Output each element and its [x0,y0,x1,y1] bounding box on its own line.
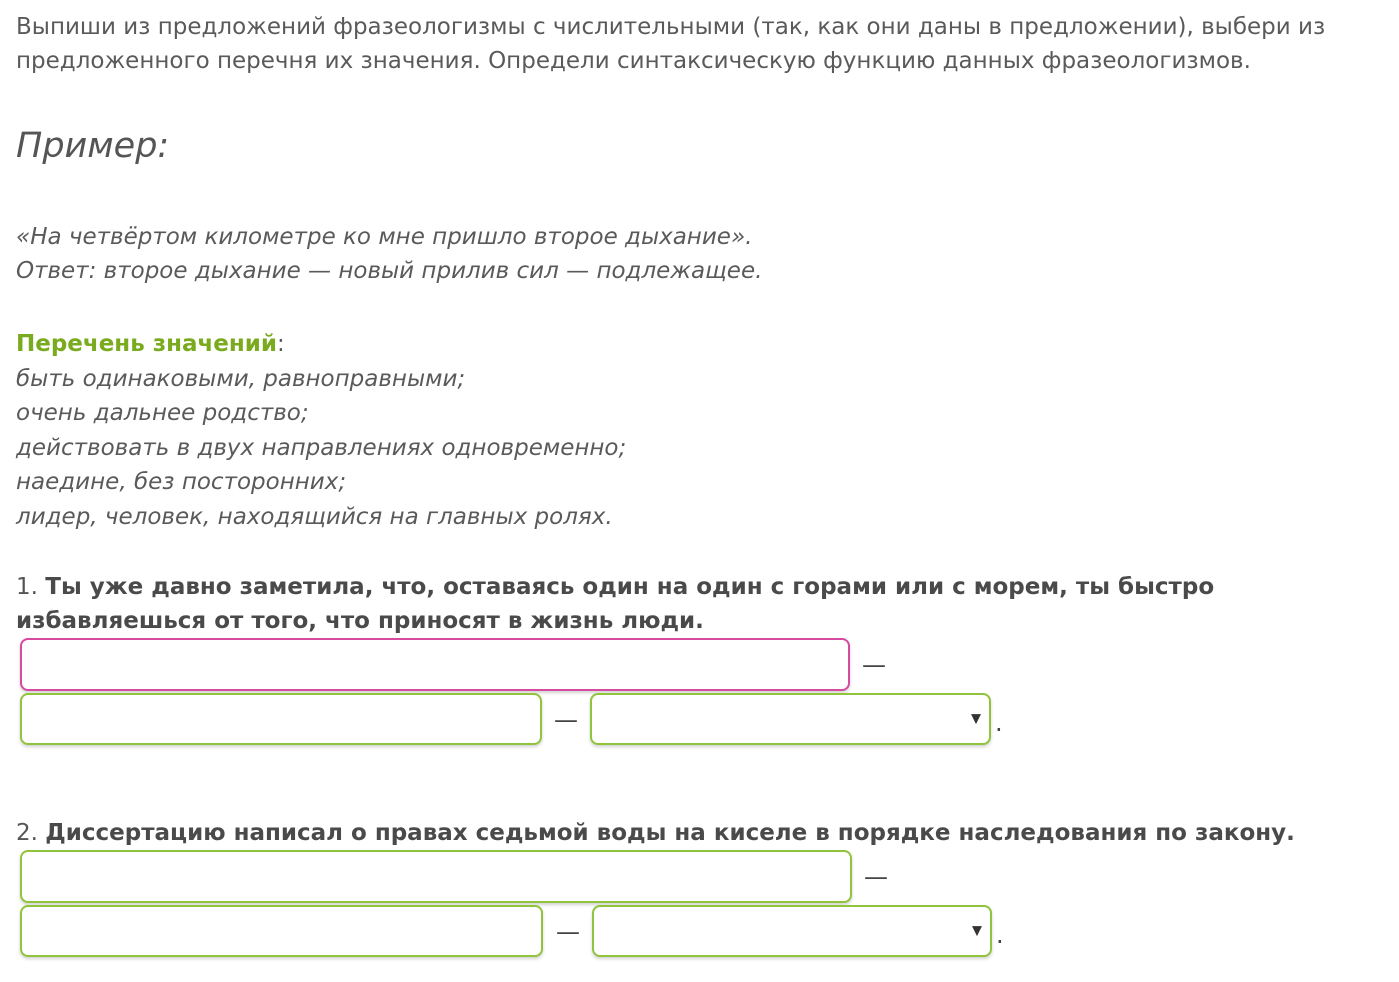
question-2 [16,816,1391,850]
chevron-down-icon: ▼ [971,711,981,727]
question-2-meaning-input[interactable] [20,905,543,957]
meaning-item: действовать в двух направлениях одновременно; [16,435,627,461]
meaning-item: наедине, без посторонних; [16,469,347,495]
meaning-item: лидер, человек, находящийся на главных ролях. [16,504,613,530]
question-1-text: Ты уже давно заметила, что, оставаясь один на один с горами или с морем, ты быстро избавляешься от того, что приносят в жизнь люди. [16,574,1215,634]
dash-separator: — [554,706,578,734]
question-2-number: 2. [16,820,38,846]
meaning-item: очень дальнее родство; [16,400,309,426]
meanings-title [16,327,285,361]
period: . [996,921,1004,949]
question-1-phrase-input[interactable] [20,638,850,691]
meanings-title-label: Перечень значений [16,331,278,357]
example-heading: Пример: [16,126,170,166]
period: . [995,709,1003,737]
question-1-function-select[interactable] [590,693,991,745]
question-1-number: 1. [16,574,38,600]
question-1-meaning-input[interactable] [20,693,542,745]
question-2-phrase-input[interactable] [20,850,852,903]
meanings-title-colon: : [277,331,285,357]
example-sentence: «На четвёртом километре ко мне пришло второе дыхание». [16,224,753,250]
dash-separator: — [864,863,888,891]
question-2-text: Диссертацию написал о правах седьмой воды на киселе в порядке наследования по закону. [45,820,1295,846]
question-2-function-select[interactable] [592,905,992,957]
example-answer: Ответ: второе дыхание — новый прилив сил — подлежащее. [16,258,763,284]
dash-separator: — [556,918,580,946]
chevron-down-icon: ▼ [972,923,982,939]
question-1 [16,570,1391,638]
meaning-item: быть одинаковыми, равноправными; [16,366,466,392]
task-instructions: Выпиши из предложений фразеологизмы с числительными (так, как они даны в предложении), выбери из предложенного перечня их значения. Определи синтаксическую функцию данных фразеологизмов. [16,14,1326,74]
dash-separator: — [862,651,886,679]
